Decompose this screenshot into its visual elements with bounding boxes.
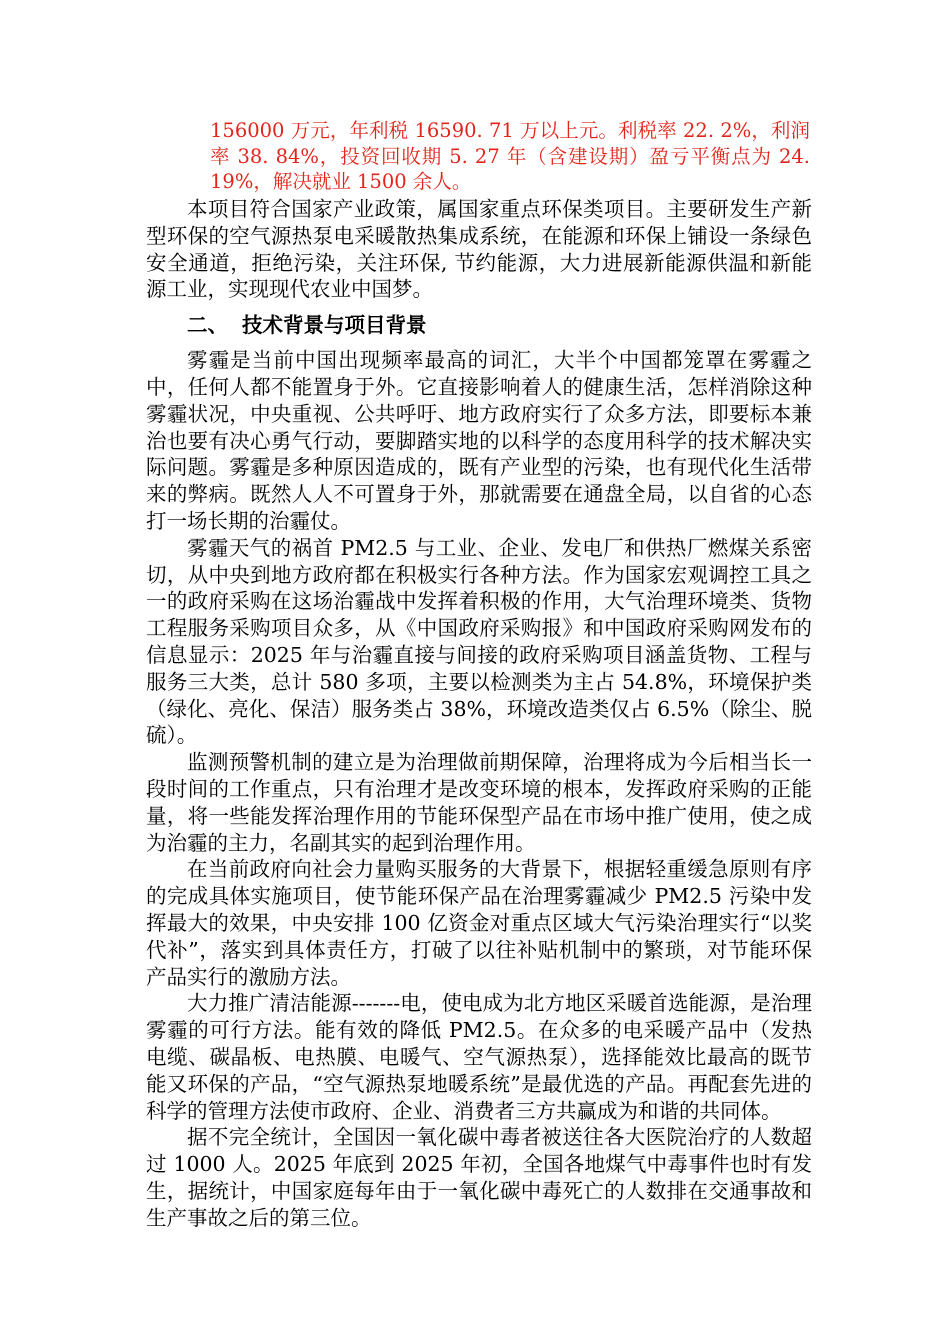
paragraph-carbon-monoxide: 据不完全统计，全国因一氧化碳中毒者被送往各大医院治疗的人数超过 1000 人。2025 年底到 2025 年初，全国各地煤气中毒事件也时有发生，据统计，中国家庭每年由于一氧化碳中毒死亡的人数排在交通事故和生产事故之后的第三位。 xyxy=(146,1125,812,1230)
paragraph-smog-overview: 雾霾是当前中国出现频率最高的词汇，大半个中国都笼罩在雾霾之中，任何人都不能置身于外。它直接影响着人的健康生活，怎样消除这种雾霾状况，中央重视、公共呼吁、地方政府实行了众多方法，即要标本兼治也要有决心勇气行动，要脚踏实地的以科学的态度用科学的技术解决实际问题。雾霾是多种原因造成的，既有产业型的污染，也有现代化生活带来的弊病。既然人人不可置身于外，那就需要在通盘全局，以自省的心态打一场长期的治霾仗。 xyxy=(146,348,812,533)
section-title: 技术背景与项目背景 xyxy=(242,313,427,338)
paragraph-monitoring: 监测预警机制的建立是为治理做前期保障，治理将成为今后相当长一段时间的工作重点，只有治理才是改变环境的根本，发挥政府采购的正能量，将一些能发挥治理作用的节能环保型产品在市场中推广使用，使之成为治霾的主力，名副其实的起到治理作用。 xyxy=(146,750,812,855)
paragraph-pm25-procurement: 雾霾天气的祸首 PM2.5 与工业、企业、发电厂和供热厂燃煤关系密切，从中央到地方政府都在积极实行各种方法。作为国家宏观调控工具之一的政府采购在这场治霾战中发挥着积极的作用，大气治理环境类、货物工程服务采购项目众多，从《中国政府采购报》和中国政府采购网发布的信息显示：2025 年与治霾直接与间接的政府采购项目涵盖货物、工程与服务三大类，总计 580 多项，主要以检测类为主占 54.8%，环境保护类（绿化、亮化、保洁）服务类占 38%，环境改造类仅占 6.5%（除尘、脱硫）。 xyxy=(146,535,812,748)
red-financial-summary xyxy=(210,118,810,195)
intro-paragraph: 本项目符合国家产业政策，属国家重点环保类项目。主要研发生产新型环保的空气源热泵电采暖散热集成系统，在能源和环保上铺设一条绿色安全通道，拒绝污染，关注环保, 节约能源，大力进展新能源供温和新能源工业，实现现代农业中国梦。 xyxy=(146,197,812,302)
financial-summary-text: 156000 万元，年利税 16590. 71 万以上元。利税率 22. 2%，利润率 38. 84%，投资回收期 5. 27 年（含建设期）盈亏平衡点为 24. 19%，解决就业 1500 余人。 xyxy=(210,119,810,193)
document-body xyxy=(146,196,812,1231)
section-number: 二、 xyxy=(187,313,228,338)
paragraph-government-services: 在当前政府向社会力量购买服务的大背景下，根据轻重缓急原则有序的完成具体实施项目，使节能环保产品在治理雾霾减少 PM2.5 污染中发挥最大的效果，中央安排 100 亿资金对重点区域大气污染治理实行“以奖代补”，落实到具体责任方，打破了以往补贴机制中的繁琐，对节能环保产品实行的激励方法。 xyxy=(146,857,812,989)
section-heading xyxy=(146,311,812,339)
paragraph-clean-energy: 大力推广清洁能源-------电，使电成为北方地区采暖首选能源，是治理雾霾的可行方法。能有效的降低 PM2.5。在众多的电采暖产品中（发热电缆、碳晶板、电热膜、电暖气、空气源热泵），选择能效比最高的既节能又环保的产品，“空气源热泵地暖系统”是最优选的产品。再配套先进的科学的管理方法使市政府、企业、消费者三方共赢成为和谐的共同体。 xyxy=(146,991,812,1123)
